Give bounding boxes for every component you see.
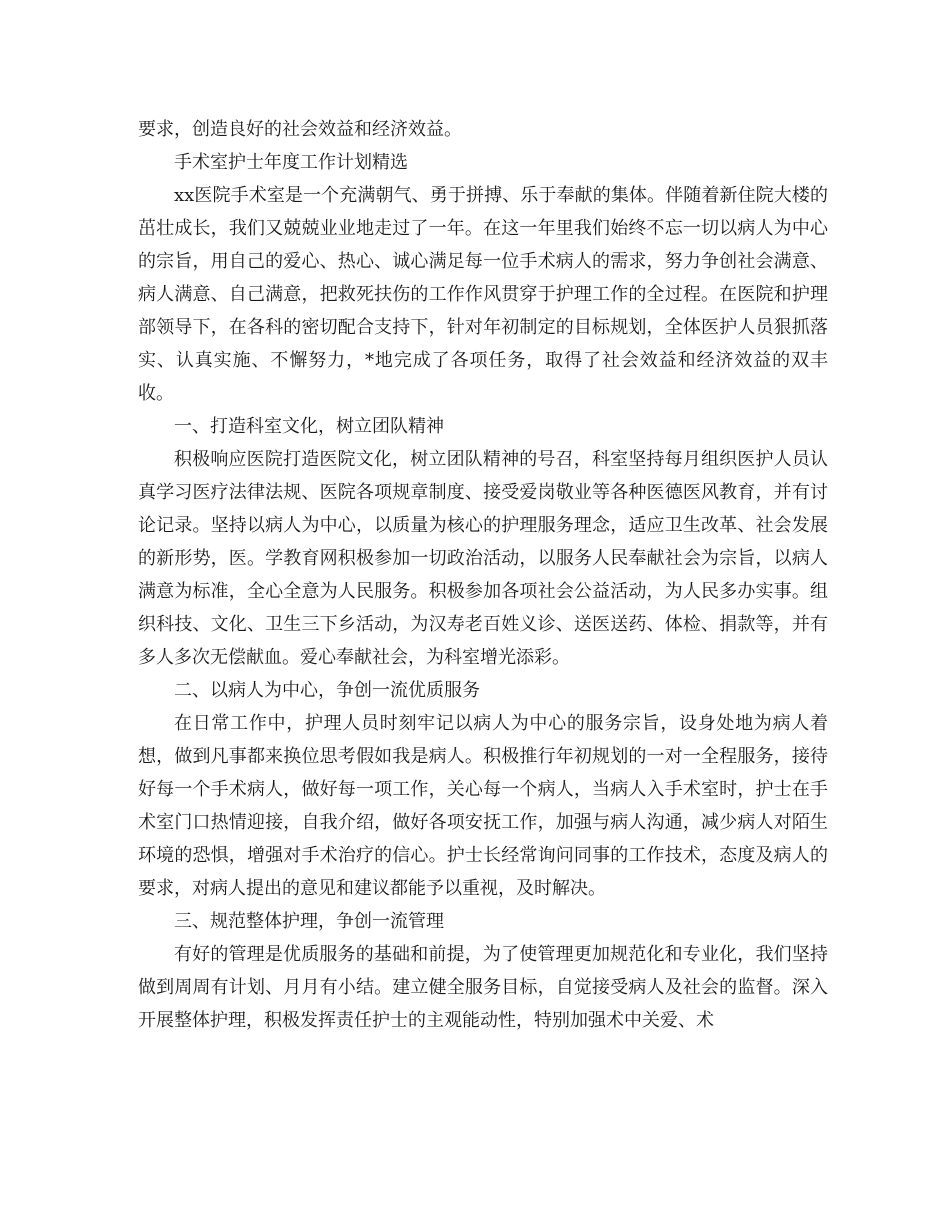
paragraph-section-2: 在日常工作中，护理人员时刻牢记以病人为中心的服务宗旨，设身处地为病人着想，做到凡事都来换位思考假如我是病人。积极推行年初规划的一对一全程服务，接待好每一个手术病人，做好每一项工作，关心每一个病人，当病人入手术室时，护士在手术室门口热情迎接，自我介绍，做好各项安抚工作，加强与病人沟通，减少病人对陌生环境的恐惧，增强对手术治疗的信心。护士长经常询问同事的工作技术，态度及病人的要求，对病人提出的意见和建议都能予以重视，及时解决。 <box>138 713 828 899</box>
paragraph-section-1: 积极响应医院打造医院文化，树立团队精神的号召，科室坚持每月组织医护人员认真学习医疗法律法规、医院各项规章制度、接受爱岗敬业等各种医德医风教育，并有讨论记录。坚持以病人为中心，以质量为核心的护理服务理念，适应卫生改革、社会发展的新形势，医。学教育网积极参加一切政治活动，以服务人民奉献社会为宗旨，以病人满意为标准，全心全意为人民服务。积极参加各项社会公益活动，为人民多办实事。组织科技、文化、卫生三下乡活动，为汉寿老百姓义诊、送医送药、体检、捐款等，并有多人多次无偿献血。爱心奉献社会，为科室增光添彩。 <box>138 449 828 668</box>
section-heading-3: 三、规范整体护理，争创一流管理 <box>174 911 444 932</box>
paragraph-section-3: 有好的管理是优质服务的基础和前提，为了使管理更加规范化和专业化，我们坚持做到周周有计划、月月有小结。建立健全服务目标，自觉接受病人及社会的监督。深入开展整体护理，积极发挥责任护士的主观能动性，特别加强术中关爱、术 <box>138 944 828 1031</box>
section-heading-1: 一、打造科室文化，树立团队精神 <box>174 416 444 437</box>
document-title: 手术室护士年度工作计划精选 <box>174 152 408 173</box>
document-body <box>138 113 828 1037</box>
paragraph-intro: xx医院手术室是一个充满朝气、勇于拼搏、乐于奉献的集体。伴随着新住院大楼的茁壮成长，我们又兢兢业业地走过了一年。在这一年里我们始终不忘一切以病人为中心的宗旨，用自己的爱心、热心、诚心满足每一位手术病人的需求，努力争创社会满意、病人满意、自己满意，把救死扶伤的工作作风贯穿于护理工作的全过程。在医院和护理部领导下，在各科的密切配合支持下，针对年初制定的目标规划，全体医护人员狠抓落实、认真实施、不懈努力，*地完成了各项任务，取得了社会效益和经济效益的双丰收。 <box>138 185 828 404</box>
paragraph-continuation: 要求，创造良好的社会效益和经济效益。 <box>138 119 462 140</box>
section-heading-2: 二、以病人为中心，争创一流优质服务 <box>174 680 480 701</box>
